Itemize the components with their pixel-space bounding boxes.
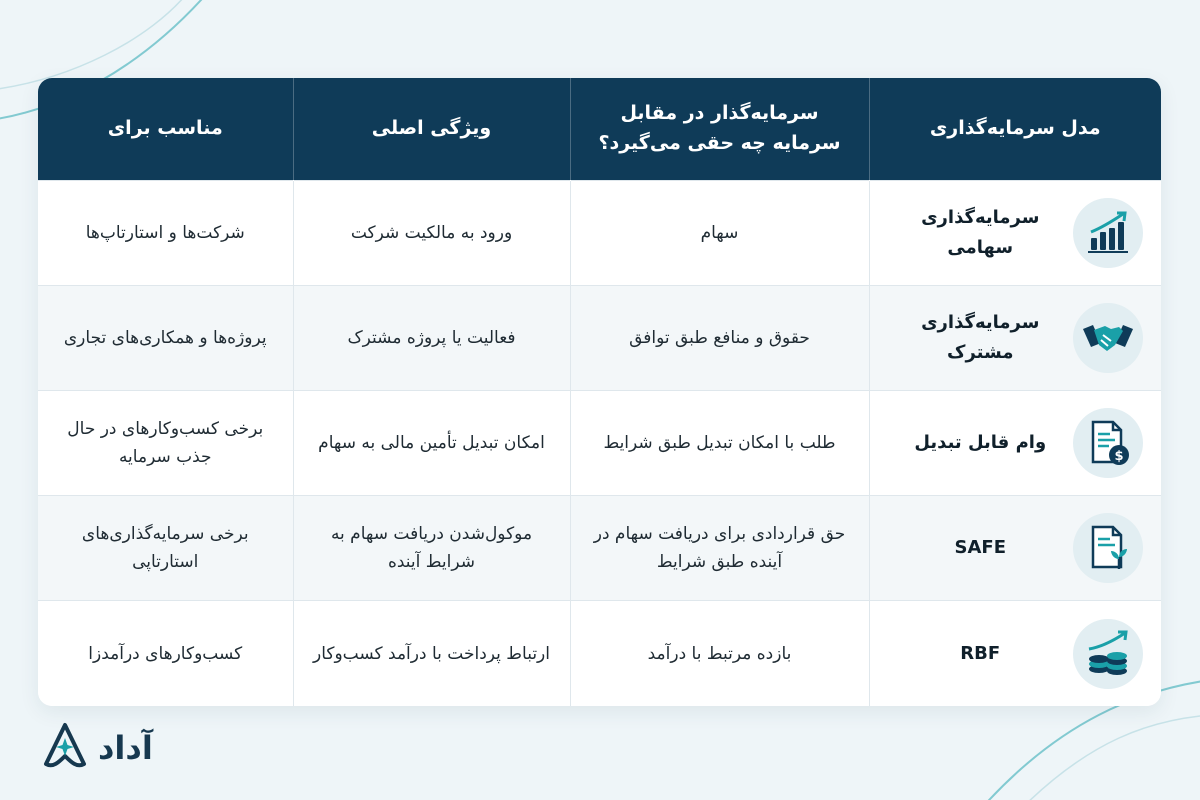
header-suitable-for: مناسب برای [38, 78, 293, 180]
model-name: سرمایه‌گذاری مشترک [921, 312, 1040, 363]
feature-cell: فعالیت یا پروژه مشترک [293, 285, 570, 390]
table-row [38, 180, 1161, 285]
model-cell [869, 390, 1161, 495]
investor-right-cell: حق قراردادی برای دریافت سهام در آینده طبق شرایط [570, 496, 869, 601]
model-cell [869, 601, 1161, 706]
feature-cell: ارتباط پرداخت با درآمد کسب‌وکار [293, 601, 570, 706]
suitable-cell: برخی سرمایه‌گذاری‌های استارتاپی [38, 496, 293, 601]
table-row [38, 285, 1161, 390]
model-name: RBF [960, 642, 1001, 664]
investment-models-table [38, 78, 1161, 706]
suitable-cell: پروژه‌ها و همکاری‌های تجاری [38, 285, 293, 390]
bar-chart-growth-icon [1073, 198, 1143, 268]
header-investor-right: سرمایه‌گذار در مقابل سرمایه چه حقی می‌گیرد؟ [570, 78, 869, 180]
table-row [38, 601, 1161, 706]
suitable-cell: برخی کسب‌وکارهای در حال جذب سرمایه [38, 390, 293, 495]
table-header-row [38, 78, 1161, 180]
adad-logo-icon [42, 722, 88, 774]
header-feature: ویژگی اصلی [293, 78, 570, 180]
model-cell [869, 496, 1161, 601]
investor-right-cell: حقوق و منافع طبق توافق [570, 285, 869, 390]
svg-text:$: $ [1114, 448, 1124, 464]
document-plant-icon [1073, 513, 1143, 583]
model-name: SAFE [954, 537, 1006, 559]
suitable-cell: کسب‌وکارهای درآمدزا [38, 601, 293, 706]
model-cell [869, 285, 1161, 390]
model-name: سرمایه‌گذاری سهامی [921, 206, 1040, 258]
handshake-icon [1073, 303, 1143, 373]
brand-name: آداد [98, 729, 153, 767]
table-row [38, 496, 1161, 601]
feature-cell: ورود به مالکیت شرکت [293, 180, 570, 285]
investor-right-cell: بازده مرتبط با درآمد [570, 601, 869, 706]
header-model: مدل سرمایه‌گذاری [869, 78, 1161, 180]
investor-right-cell: طلب با امکان تبدیل طبق شرایط [570, 390, 869, 495]
document-dollar-icon [1073, 408, 1143, 478]
model-cell [869, 180, 1161, 285]
brand-logo [42, 722, 153, 774]
feature-cell: امکان تبدیل تأمین مالی به سهام [293, 390, 570, 495]
coins-growth-icon [1073, 619, 1143, 689]
feature-cell: موکول‌شدن دریافت سهام به شرایط آینده [293, 496, 570, 601]
model-name: وام قابل تبدیل [914, 432, 1047, 454]
table-row [38, 390, 1161, 495]
suitable-cell: شرکت‌ها و استارتاپ‌ها [38, 180, 293, 285]
investor-right-cell: سهام [570, 180, 869, 285]
